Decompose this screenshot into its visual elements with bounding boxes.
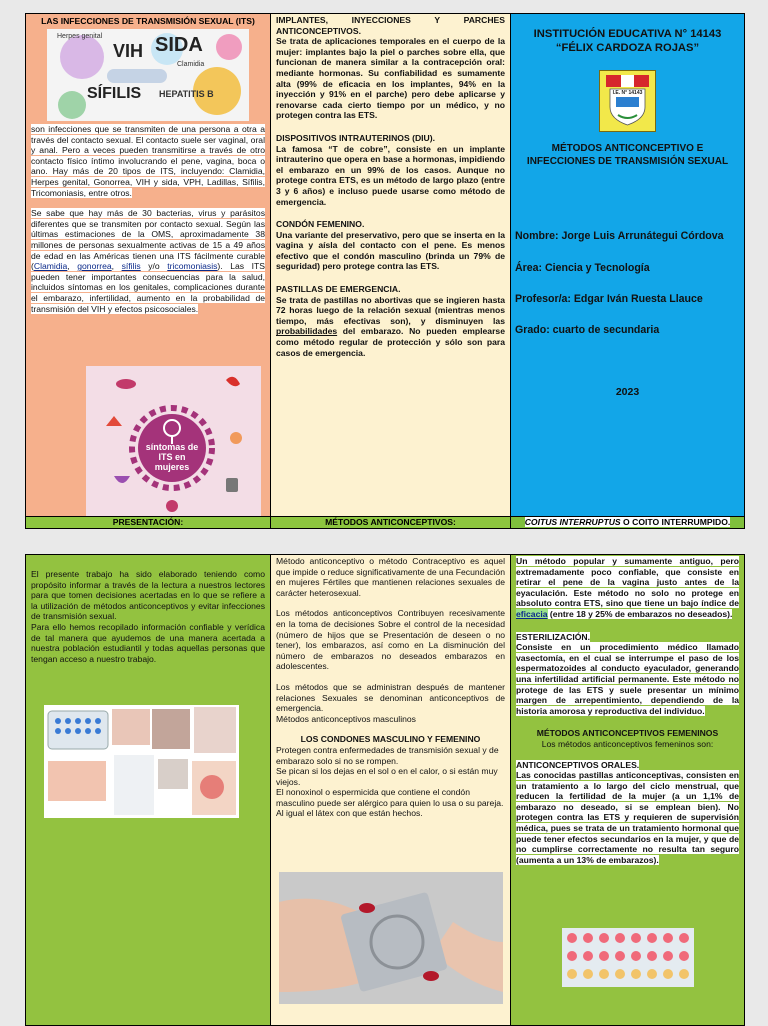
presentation-method: Para ello hemos recopilado información confiable y verídica de tal manera que ayudemos de una manera acertada a nuestra población estudiantil y todas aquellas personas que tengan acceso a nuestro trabajo. <box>31 621 265 664</box>
heading-esterilizacion: ESTERILIZACIÓN. <box>516 631 591 642</box>
hero-text-vih: VIH <box>113 41 144 61</box>
brochure-page-inside <box>25 554 745 1026</box>
shield-icon <box>600 71 655 131</box>
text-diu: La famosa “T de cobre”, consiste en un implante intrauterino que opera en base a hormonas, impidiendo el embarazo en un 99% de los casos. Aunque no protege contra ETS, es un método de largo plazo (entre 3 y 6 años) e incluso puede usarse como método de emergencia. <box>276 143 505 207</box>
its-collage-art <box>47 29 249 121</box>
brochure-page-outside <box>25 13 745 529</box>
its-definition: son infecciones que se transmiten de una persona a otra a través del contacto sexual. El contacto suele ser vaginal, oral y anal. Pero a veces pueden transmitirse a través de otro contacto físico íntimo involucrando el pene, vagina, boca o ano. Hay más de 20 tipos de ITS, incluyendo: Clamidia, Herpes genital, Gonorrea, VIH y sida, VPH, Ladillas, Sífilis, Tricomoniasis, entre otros. <box>31 124 265 198</box>
its-statistics: Se sabe que hay más de 30 bacterias, virus y parásitos diferentes que se transmiten por contacto sexual. Según las últimas estimaciones de la OMS, aproximadamente 38 millones de personas sexualmente activas de 15 a 49 años de edad en las Américas tienen una ITS fácilmente curable (Clamidia, gonorrea, sífilis y/o tricomoniasis). Las ITS pueden tener importantes consecuencias para la salud, incluidos síntomas en los genitales, complicaciones durante el embarazo, infertilidad, aumento en la probabilidad de transmisión del VIH y efectos psicosociales. <box>31 208 265 314</box>
infographic-title: síntomas de ITS en mujeres <box>145 442 199 472</box>
its-hero-image <box>47 29 249 121</box>
text-esterilizacion: Consiste en un procedimiento médico llamado vasectomía, en el cual se interrumpe el paso de los espermatozoides al conducto eyaculador, generando una infertilidad artificial permanente. Este método no protege de las ETS y suele presentar un mínimo margen de arrepentimiento, dependiendo de la historia amorosa y reproductiva del individuo. <box>516 642 739 716</box>
heading-implantes: IMPLANTES, INYECCIONES Y PARCHES ANTICONCEPTIVOS. <box>276 15 505 36</box>
presentation-purpose: El presente trabajo ha sido elaborado teniendo como propósito informar a través de la lectura a nuestros lectores para que tomen decisiones acertadas en lo que se refiere a la utilización de métodos anticonceptivos y evitar infecciones de transmisión sexual. <box>31 569 265 622</box>
hero-text-sida: SIDA <box>155 34 203 56</box>
male-methods-label: Métodos anticonceptivos masculinos <box>276 713 416 724</box>
brochure-topic: MÉTODOS ANTICONCEPTIVO E INFECCIONES DE TRANSMISIÓN SEXUAL <box>526 143 729 167</box>
subject-area: Área: Ciencia y Tecnología <box>515 262 650 274</box>
methods-detail-column <box>511 555 744 1025</box>
its-column <box>26 14 271 528</box>
section-heading-presentacion: PRESENTACIÓN: <box>26 516 270 528</box>
its-title: LAS INFECCIONES DE TRANSMISIÓN SEXUAL (ITS) <box>41 16 255 26</box>
link-probabilidades[interactable]: probabilidades <box>276 326 338 337</box>
definition-method: Método anticonceptivo o método Contraceptivo es aquel que impide o reduce significativamente de una Fecundación en mujeres Fértiles que mantienen relaciones sexuales de carácter heterosexual. <box>276 556 505 598</box>
heading-metodos-femeninos: MÉTODOS ANTICONCEPTIVOS FEMENINOS <box>536 728 719 739</box>
pill-pack-image <box>562 928 694 987</box>
student-name: Nombre: Jorge Luis Arrunátegui Córdova <box>515 230 724 242</box>
grade-level: Grado: cuarto de secundaria <box>515 324 660 336</box>
condones-heat: Se pican si los dejas en el sol o en el calor, o si están muy viejos. <box>276 766 498 787</box>
school-badge: I.E. N° 14143 <box>599 70 656 132</box>
heading-diu: DISPOSITIVOS INTRAUTERINOS (DIU). <box>276 132 435 143</box>
link-tricomoniasis[interactable]: tricomoniasis <box>167 261 218 272</box>
hero-text-herpes: Herpes genital <box>57 33 103 40</box>
condom-hand-image <box>279 872 503 1004</box>
condones-protection: Protegen contra enfermedades de transmisión sexual y de embarazo solo si no se rompen. <box>276 744 499 766</box>
text-pastillas-emergencia: Se trata de pastillas no abortivas que se ingieren hasta 72 horas luego de la relación sexual (mientras menos tiempo, más efectivas son), y disminuyen las probabilidades del embarazo. No pueden emplearse como método regular de protección y sólo son para casos de emergencia. <box>276 294 505 358</box>
text-condon-femenino: Una variante del preservativo, pero que se inserta en la vagina y aísla del contacto con el pene. Es menos efectivo que el condón masculino (brinda un 79% de seguridad) pero protege contra las ETS. <box>276 229 505 272</box>
its-symptoms-infographic <box>86 366 261 523</box>
pill-pack-art <box>562 928 694 987</box>
cover-column <box>511 14 744 528</box>
heading-orales: ANTICONCEPTIVOS ORALES. <box>516 759 640 770</box>
definition-emergency: Los métodos que se administran después de mantener relaciones Sexuales se denominan anticonceptivos de emergencia. <box>276 681 505 714</box>
year: 2023 <box>615 386 640 398</box>
hero-text-sifilis: SÍFILIS <box>87 85 142 102</box>
definitions-column <box>271 555 511 1025</box>
section-heading-coitus: COITUS INTERRUPTUS O COITO INTERRUMPIDO. <box>511 516 744 528</box>
link-sifilis[interactable]: sífilis <box>121 261 141 272</box>
link-gonorrea[interactable]: gonorrea <box>77 261 112 272</box>
heading-condones: LOS CONDONES MASCULINO Y FEMENINO <box>300 734 481 745</box>
heading-condon-femenino: CONDÓN FEMENINO. <box>276 219 365 230</box>
presentation-column <box>26 555 271 1025</box>
hero-text-hepatitis: HEPATITIS B <box>159 89 214 99</box>
text-orales: Las conocidas pastillas anticonceptivas, consisten en un tratamiento a lo largo del ciclo menstrual, que reducen la fertilidad de la mujer (a un 1,1% de embarazo no deseado, si se emplean bien). No protegen contra las ETS y requieren de supervisión médica, pues se trata de un tratamiento hormonal que puede tener efectos secundarios en la mujer, y que de no cumplirse correctamente no resulta tan seguro (aumenta a un 13% de embarazos). <box>516 770 739 865</box>
contraceptives-collage-art <box>44 705 239 818</box>
definition-decisions: Los métodos anticonceptivos Contribuyen recesivamente en la toma de decisiones Sobre el control de la necesidad (número de hijos que se Presentación de deseen o no tener), los embarazos, así como en La disminución del número de embarazos no deseados embarazos en adolescentes. <box>276 608 505 672</box>
text-metodos-femeninos: Los métodos anticonceptivos femeninos son: <box>541 738 714 749</box>
section-heading-metodos: MÉTODOS ANTICONCEPTIVOS: <box>271 516 510 528</box>
teacher-name: Profesor/a: Edgar Iván Ruesta Llauce <box>515 293 703 305</box>
contraceptives-collage-image <box>44 705 239 818</box>
link-clamidia[interactable]: Clamidia <box>33 261 68 272</box>
text-implantes: Se trata de aplicaciones temporales en el cuerpo de la mujer: implantes bajo la piel o parches sobre ella, que funcionan de manera similar a la contracepción oral: mediante hormonas. Su confiabilidad es sumamente alta (99% de eficacia en los implantes, 94% en la inyección y 91% en el parche) pero debe aplicarse y renovarse cada cierto tiempo por un médico, y no protegen contra las ETS. <box>276 36 505 121</box>
condom-hand-art <box>279 872 503 1004</box>
text-coitus: Un método popular y sumamente antiguo, pero extremadamente poco confiable, que consiste en retirar el pene de la vagina justo antes de la eyaculación. Este método no solo no protege en absoluto contra ETS, sino que tiene un bajo índice de eficacia (entre 18 y 25% de embarazos no deseados). <box>516 556 739 619</box>
condones-allergy: El nonoxinol o espermicida que contiene el condón masculino puede ser alérgico para quien lo usa o su pareja. Al igual el látex con que están hechos. <box>276 787 504 819</box>
school-name: INSTITUCIÓN EDUCATIVA N° 14143 “FÉLIX CARDOZA ROJAS” <box>533 28 722 54</box>
link-eficacia[interactable]: eficacia <box>516 608 548 619</box>
heading-pastillas-emergencia: PASTILLAS DE EMERGENCIA. <box>276 284 401 295</box>
metodos-column <box>271 14 511 528</box>
hero-text-clamidia: Clamidia <box>177 61 205 68</box>
